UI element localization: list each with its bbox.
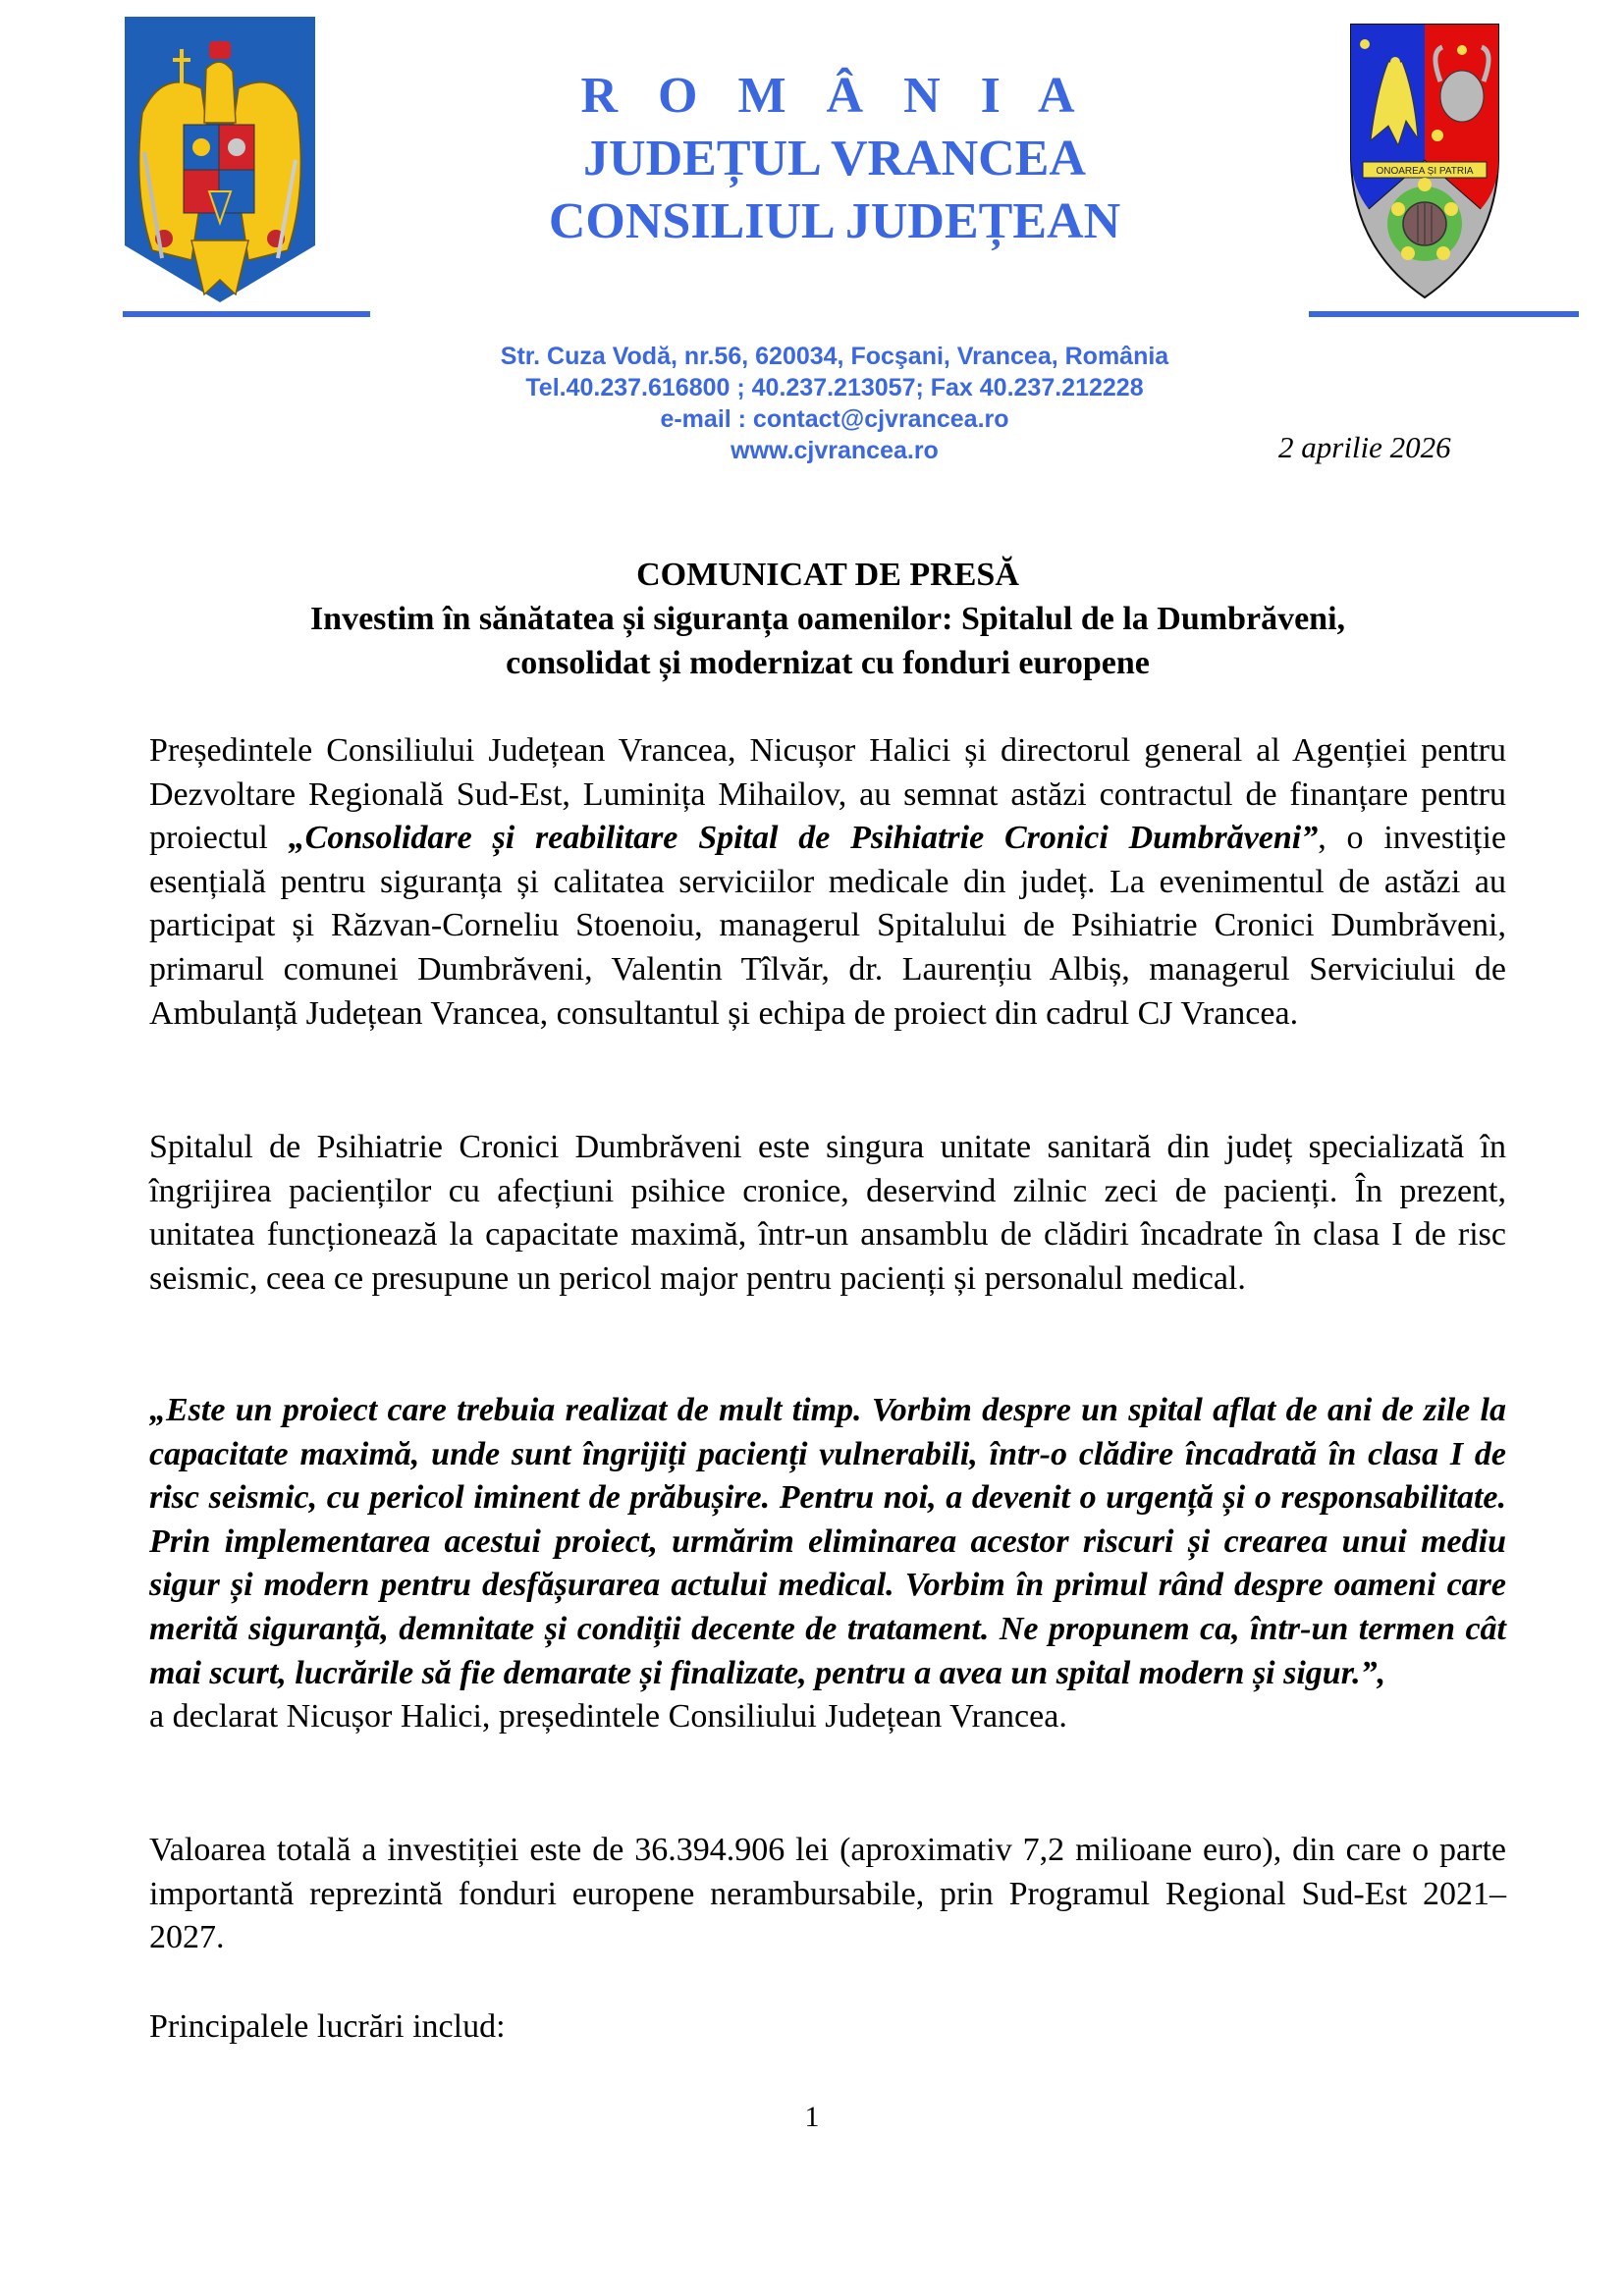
document-type-heading: COMUNICAT DE PRESĂ (636, 557, 1019, 593)
header-title-council: CONSILIUL JUDEȚEAN (548, 193, 1121, 249)
header-title-county: JUDEȚUL VRANCEA (583, 131, 1086, 187)
romania-coat-of-arms-icon (123, 15, 317, 304)
page-number: 1 (804, 2101, 820, 2133)
paragraph-hospital-description: Spitalul de Psihiatrie Cronici Dumbrăveni este singura unitate sanitară din județ specializată în îngrijirea pacienților cu afecțiuni psihice cronice, deservind zilnic zeci de pacienți. În prezent, unitatea funcționează la capacitate maximă, într-un ansamblu de clădiri încadrate în clasa I de risc seismic, ceea ce presupune un pericol major pentru pacienți și personalul medical. (149, 1129, 1506, 1297)
press-release-title-line1: Investim în sănătatea și siguranța oamenilor: Spitalul de la Dumbrăveni, (309, 601, 1346, 637)
header-divider-right (1309, 311, 1579, 317)
contact-email-link[interactable]: e-mail : contact@cjvrancea.ro (660, 405, 1009, 433)
press-release-title-line2: consolidat și modernizat cu fonduri europene (506, 645, 1150, 681)
paragraph-investment-value: Valoarea totală a investiției este de 36.394.906 lei (aproximativ 7,2 milioane euro), din care o parte importantă reprezintă fonduri europene nerambursabile, prin Programul Regional Sud-Est 2021–2027. (149, 1832, 1506, 1956)
paragraph-main-works-intro: Principalele lucrări includ: (149, 2008, 506, 2045)
header-title-country: R O M Â N I A (580, 68, 1089, 124)
document-date: 2 aprilie 2026 (1278, 430, 1451, 464)
paragraph-intro-text: Președintele Consiliului Județean Vrancea, Nicușor Halici și directorul general al Agenției pentru Dezvoltare Regională Sud-Est, Luminița Mihailov, au semnat astăzi contractul de finanțare pentru proiectul (149, 732, 1506, 857)
vrancea-county-coat-of-arms-icon (1349, 23, 1500, 299)
paragraph-president-quote (149, 1389, 1506, 1739)
contact-website-link[interactable]: www.cjvrancea.ro (731, 437, 939, 464)
contact-address: Str. Cuza Vodă, nr.56, 620034, Focşani, Vrancea, România (500, 343, 1169, 370)
project-name: „Consolidare și reabilitare Spital de Psihiatrie Cronici Dumbrăveni” (288, 820, 1319, 857)
header-divider-left (123, 311, 370, 317)
paragraph-contract-signing (149, 729, 1506, 1036)
quote-attribution: a declarat Nicușor Halici, președintele Consiliului Județean Vrancea. (149, 1698, 1067, 1735)
quote-text: „Este un proiect care trebuia realizat de mult timp. Vorbim despre un spital aflat de ani de zile la capacitate maximă, unde sunt îngrijiți pacienți vulnerabili, într-o clădire încadrată în clasa I de risc seismic, cu pericol iminent de prăbușire. Pentru noi, a devenit o urgență și o responsabilitate. Prin implementarea acestui proiect, urmărim eliminarea acestor riscuri și crearea unui mediu sigur și modern pentru desfășurarea actului medical. Vorbim în primul rând despre oameni care merită siguranță, demnitate și condiții decente de tratament. Ne propunem ca, într-un termen cât mai scurt, lucrările să fie demarate și finalizate, pentru a avea un spital modern și sigur.”, (149, 1392, 1506, 1691)
paragraph-rest-text: , o investiție esențială pentru siguranța și calitatea serviciilor medicale din județ. La evenimentul de astăzi au participat și Răzvan-Corneliu Stoenoiu, managerul Spitalului de Psihiatrie Cronici Dumbrăveni, primarul comunei Dumbrăveni, Valentin Tîlvăr, dr. Laurențiu Albiș, managerul Serviciului de Ambulanță Județean Vrancea, consultantul și echipa de proiect din cadrul CJ Vrancea. (149, 820, 1506, 1032)
contact-phone: Tel.40.237.616800 ; 40.237.213057; Fax 40.237.212228 (525, 374, 1144, 401)
crest-motto: ONOAREA ȘI PATRIA (1376, 166, 1474, 177)
